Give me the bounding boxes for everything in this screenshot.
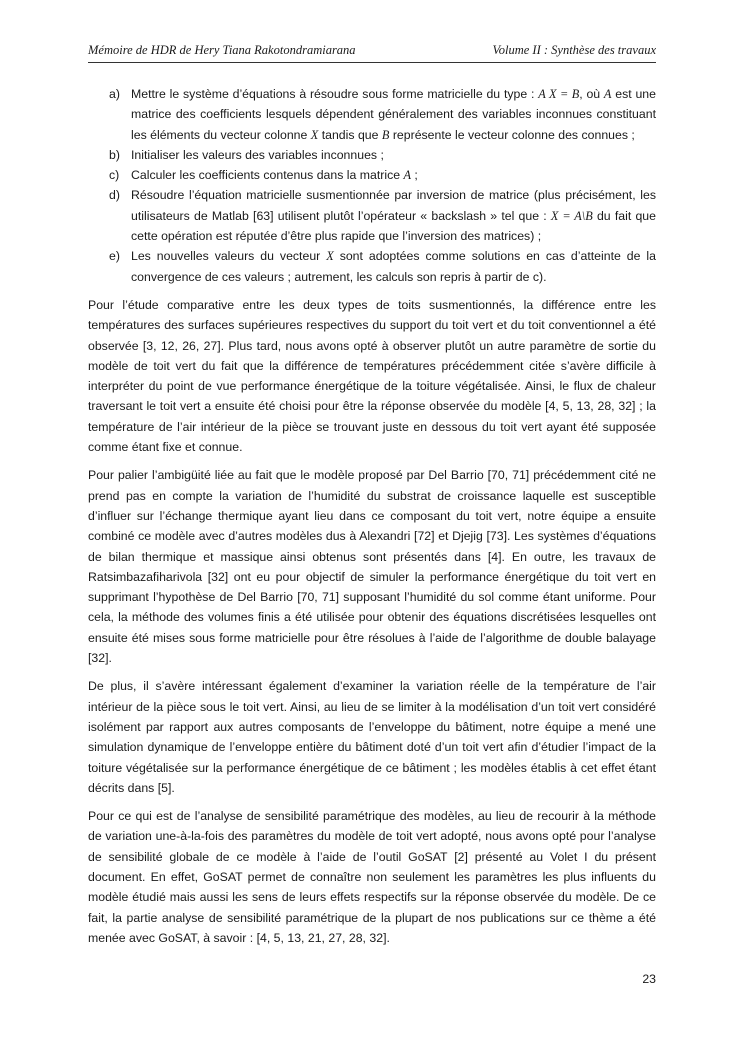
- step-marker: c): [109, 168, 120, 183]
- step-b: b) Initialiser les valeurs des variables inconnues ;: [88, 145, 656, 165]
- math-expression: X = A\B: [550, 208, 593, 223]
- step-marker: b): [109, 147, 120, 162]
- math-expression: A X = B: [538, 87, 580, 101]
- step-marker: a): [109, 87, 120, 101]
- step-marker: e): [109, 249, 120, 264]
- paragraph-humidity-model: Pour palier l’ambigüité liée au fait que le modèle proposé par Del Barrio [70, 71] précédemment cité ne prend pas en compte la variation de l’humidité du substrat de croissance laquelle est susceptible d’influer sur l’échange thermique ayant lieu dans ce composant du toit vert, notre équipe a ensuite combiné ce modèle avec d’autres modèles dus à Alexandri [72] et Djejig [73]. Les systèmes d’équations de bilan thermique et massique ainsi obtenus sont présentés dans [4]. En outre, les travaux de Ratsimbazafiharivola [32] ont eu pour objectif de simuler la performance énergétique du toit vert en supprimant l’hypothèse de Del Barrio [70, 71] supposant l’humidité du sol comme étant uniforme. Pour cela, la méthode des volumes finis a été utilisée pour obtenir des équations discrétisées lesquelles ont ensuite été mises sous forme matricielle pour être résolues à l’aide de l’algorithme de double balayage [32].: [88, 468, 656, 666]
- page-header: [88, 40, 656, 63]
- header-volume: Volume II : Synthèse des travaux: [492, 43, 656, 57]
- paragraph-sensitivity-analysis: Pour ce qui est de l’analyse de sensibilité paramétrique des modèles, au lieu de recourir à la méthode de variation une-à-la-fois des paramètres du modèle de toit vert adopté, nous avons opté pour l’analyse de sensibilité globale de ce modèle à l’aide de l’outil GoSAT [2] présenté au Volet I du présent document. En effet, GoSAT permet de connaître non seulement les paramètres les plus influents du modèle étudié mais aussi les sens de leurs effets respectifs sur la réponse observée du modèle. De ce fait, la partie analyse de sensibilité paramétrique de la plupart de nos publications sur ce thème a été menée avec GoSAT, à savoir : [4, 5, 13, 21, 27, 28, 32].: [88, 809, 656, 945]
- math-expression: X: [310, 127, 319, 142]
- math-expression: A: [403, 168, 412, 183]
- page-content: [88, 84, 656, 956]
- math-expression: X: [326, 249, 334, 264]
- step-e: e) Les nouvelles valeurs du vecteur X sont adoptées comme solutions en cas d’atteinte de la convergence de ces valeurs ; autrement, les calculs son repris à partir de c).: [88, 246, 656, 287]
- page-number: 23: [642, 972, 656, 986]
- step-marker: d): [109, 188, 120, 203]
- math-expression: B: [381, 127, 390, 142]
- step-a: a) Mettre le système d’équations à résoudre sous forme matricielle du type : A X = B, où A est une matrice des coefficients lesquels dépendent généralement des variables inconnues constituant les éléments du vecteur colonne X tandis que B représente le vecteur colonne des connues ;: [88, 84, 656, 145]
- header-author: Mémoire de HDR de Hery Tiana Rakotondramiarana: [88, 43, 356, 57]
- paragraph-building-simulation: De plus, il s’avère intéressant également d’examiner la variation réelle de la température de l’air intérieur de la pièce sous le toit vert. Ainsi, au lieu de se limiter à la modélisation d’un toit vert considéré isolément par rapport aux autres composants de l’enveloppe du bâtiment, notre équipe a mené une simulation dynamique de l’enveloppe entière du bâtiment doté d’un toit vert afin d’étudier l’impact de la toiture végétalisée sur la performance énergétique de ce bâtiment ; les modèles établis à cet effet étant décrits dans [5].: [88, 679, 656, 795]
- step-c: c) Calculer les coefficients contenus dans la matrice A ;: [88, 165, 656, 185]
- algorithm-steps: [88, 84, 656, 287]
- paragraph-comparative-study: Pour l’étude comparative entre les deux types de toits susmentionnés, la différence entre les températures des surfaces supérieures respectives du support du toit vert et du toit conventionnel a été observée [3, 12, 26, 27]. Plus tard, nous avons opté à observer plutôt un autre paramètre de sortie du modèle de toit vert du fait que la différence de températures précédemment citée s’avère difficile à interpréter du point de vue performance énergétique de la toiture végétalisée. Ainsi, le flux de chaleur traversant le toit vert a ensuite été choisi pour être la réponse observée du modèle [4, 5, 13, 28, 32] ; la température de l’air intérieur de la pièce se trouvant juste en dessous du toit vert ayant été supposée comme étant fixe et connue.: [88, 297, 656, 455]
- math-expression: A: [603, 87, 612, 101]
- step-d: d) Résoudre l’équation matricielle susmentionnée par inversion de matrice (plus précisément, les utilisateurs de Matlab [63] utilisent plutôt l’opérateur « backslash » tel que : X = A\B du fait que cette opération est réputée d’être plus rapide que l’inversion des matrices) ;: [88, 185, 656, 246]
